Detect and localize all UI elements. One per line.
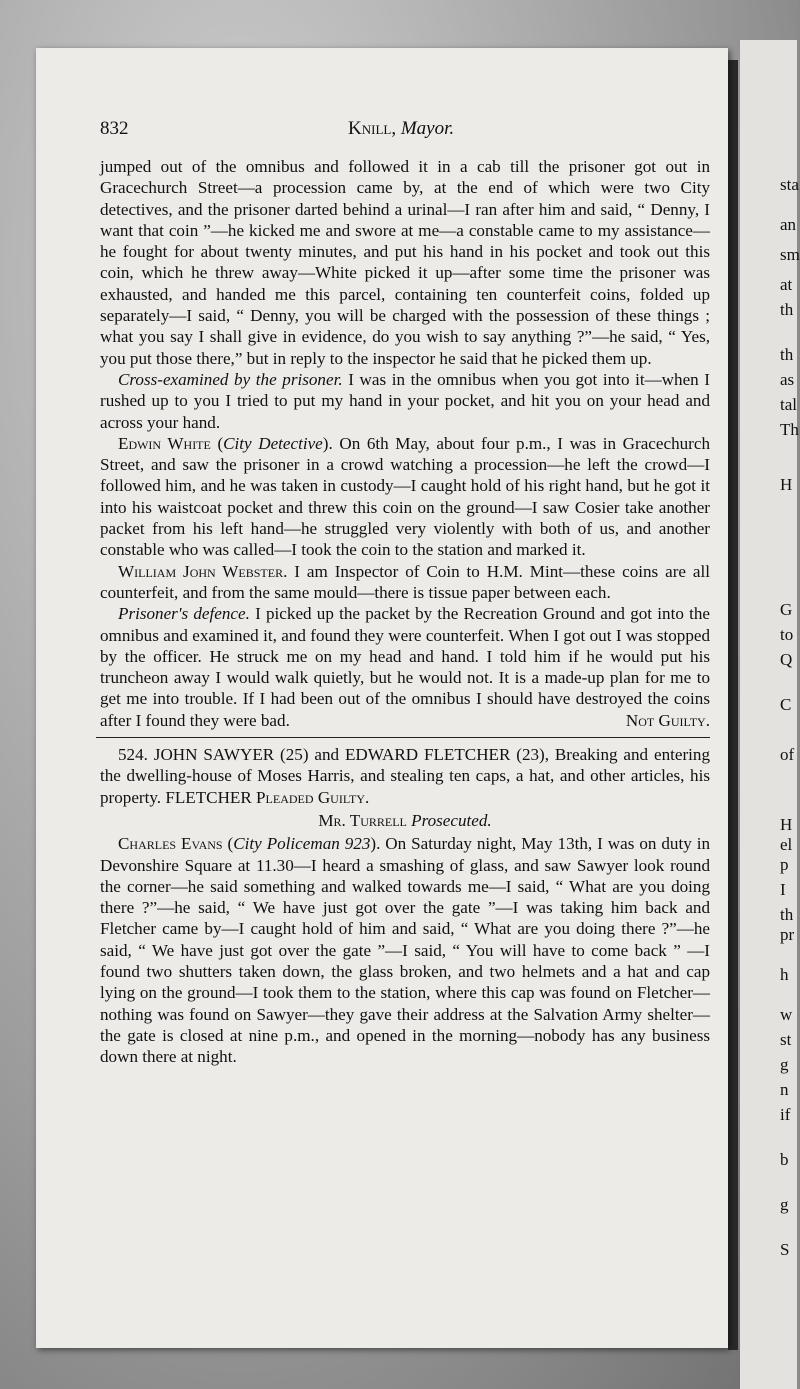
defence-text: I picked up the packet by the Recreation Ground and got into the omnibus and examined it, and found they were counterfeit. When I got out I was stopped by the officer. He struck me on my head and hand. I told him if he would put his truncheon away I would walk quietly, but he would not. It is a made-up plan for me to get me into trouble. If I had been out of the omnibus I should have destroyed the coins after I found they were bad. [100,604,710,730]
page-header [100,118,710,148]
witness-name: Charles Evans [118,834,223,854]
page-content [100,118,710,1067]
facing-page-fragment: n [780,1080,789,1099]
cross-examination-paragraph [100,369,710,433]
facing-page-fragment: th [780,345,794,364]
facing-page-edge [740,40,800,1389]
facing-page-fragment: to [780,625,794,644]
facing-page-fragment: w [780,1005,793,1024]
facing-page-fragment: S [780,1240,790,1259]
witness-evans-paragraph: Charles Evans (City Policeman 923). On Saturday night, May 13th, I was on duty in Devonshire Square at 11.30—I heard a smashing of glass, and saw Sawyer look round the corner—he said something and walked towards me—I said, “ What are you doing there ?”—he said, “ We have just got over the gate ”—I was taking him back and Fletcher came by—I caught hold of him and said, “ What are you doing there ?”—he said, “ We have just got over the gate ”—I said, “ You will have to come back ” —I found two shutters taken down, the glass broken, and two helmets and a hat and cap lying on the ground—I took them to the station, where this cap was found on Fletcher—nothing was found on Sawyer—they gave their address at the Salvation Army shelter—the gate is closed at nine p.m., and opened in the morning—nobody has any business down there at night. [100,834,710,1067]
facing-page-fragment: Th [780,420,799,439]
case-title [100,744,710,808]
witness-text: On Saturday night, May 13th, I was on duty in Devonshire Square at 11.30—I heard a smashing of glass, and saw Sawyer look round the corner—he said something and walked towards me—I said, “ What are you doing there ?”—he said, “ We have just got over the gate ”—I was taking him back and Fletcher came by—I caught hold of him and said, “ What are you doing there ?”—he said, “ We have just got over the gate ”—I said, “ You will have to come back ” —I found two shutters taken down, the glass broken, and two helmets and a hat and cap lying on the ground—I took them to the station, where this cap was found on Fletcher—nothing was found on Sawyer—they gave their address at the Salvation Army shelter—the gate is closed at nine p.m., and opened in the morning—nobody has any business down there at night. [100,834,710,1067]
witness-role: City Detective [223,433,323,453]
witness-name: William John Webster. [118,561,288,581]
cross-examination-text: I was in the omnibus when you got into it—when I rushed up to you I tried to put my hand in your pocket, and hit you on your head and across your hand. [100,369,711,432]
page-gutter-shadow [728,60,738,1350]
facing-page-fragment: p [780,855,789,874]
facing-page-fragment: th [780,300,794,319]
witness-webster-paragraph [100,561,710,604]
facing-page-fragment: th [780,905,794,924]
facing-page-fragment: H [780,815,793,834]
witness-text: I am Inspector of Coin to H.M. Mint—these coins are all counterfeit, and from the same mould—there is tissue paper between each. [100,561,710,602]
facing-page-fragment: pr [780,925,795,944]
prosecutor-name: Mr. Turrell [318,810,407,830]
defence-label: Prisoner's defence. [118,604,250,624]
witness-name: Edwin White [118,433,211,453]
witness-white-paragraph: Edwin White (City Detective). On 6th May, about four p.m., I was in Gracechurch Street, and saw the prisoner in a crowd watching a procession—he left the crowd—I followed him, and he was taken in custody—I caught hold of his right hand, but he got it into his waistcoat pocket and threw this coin on the ground—I saw Cosier take another packet from his left hand—he struggled very violently with both of us, and another constable who was called—I took the coin to the station and marked it. [100,433,710,560]
facing-page-fragment: H [780,475,793,494]
running-head-title: Mayor. [400,118,455,139]
page-number: 832 [100,118,129,139]
section-divider [96,737,710,738]
witness-text: On 6th May, about four p.m., I was in Gracechurch Street, and saw the prisoner in a crowd watching a procession—he left the crowd—I followed him, and he was taken in custody—I caught hold of his right hand, but he got it into his waistcoat pocket and threw this coin on the ground—I saw Cosier take another packet from his left hand—he struggled very violently with both of us, and another constable who was called—I took the coin to the station and marked it. [100,433,710,560]
facing-page-fragment: Q [780,650,793,669]
facing-page-fragment: g [780,1055,789,1074]
running-head [348,118,454,139]
facing-page-fragment: el [780,835,793,854]
prosecution-line [100,810,710,831]
facing-page-fragment: I [780,880,786,899]
verdict: Not Guilty. [625,710,710,730]
facing-page-fragment: h [780,965,789,984]
witness-role: City Policeman 923 [233,834,371,854]
facing-page-fragment: g [780,1195,789,1214]
facing-page-fragment: as [780,370,795,389]
facing-page-fragment: at [780,275,793,294]
facing-page-fragment: tal [780,395,797,414]
testimony-paragraph: jumped out of the omnibus and followed it in a cab till the prisoner got out in Gracechurch Street—a procession came by, at the end of which were two City detectives, and the prisoner darted behind a urinal—I ran after him and said, “ Denny, I want that coin ”—he kicked me and swore at me—a constable came to my assistance—he fought for about twenty minutes, and put his hand in his pocket and took out this coin, which he threw away—White picked it up—after some time the prisoner was exhausted, and handed me this parcel, containing ten counterfeit coins, folded up separately—I said, “ Denny, you will be charged with the possession of these things ; what you say I shall give in evidence, do you wish to say anything ?”—he said, “ Yes, you put those there,” but in reply to the inspector he said that he picked them up. [100,157,710,368]
facing-page-fragment: an [780,215,797,234]
plea: Pleaded Guilty. [256,787,370,807]
case-title-text: 524. JOHN SAWYER (25) and EDWARD FLETCHER (23), Breaking and entering the dwelling-house of Moses Harris, and stealing ten caps, a hat, and other articles, his property. FLETCHER [100,745,710,807]
running-head-name: Knill, [348,118,397,139]
facing-page-fragment: sm [780,245,800,264]
facing-page-fragment: st [780,1030,792,1049]
facing-page-fragment: if [780,1105,791,1124]
facing-page-fragment: sta [780,175,799,194]
facing-page-fragment: b [780,1150,789,1169]
cross-examination-label: Cross-examined by the prisoner. [118,369,343,389]
facing-page-fragment: C [780,695,792,714]
facing-page-fragment: of [780,745,795,764]
prosecuted-label: Prosecuted. [411,810,492,830]
facing-page-fragment: G [780,600,793,619]
